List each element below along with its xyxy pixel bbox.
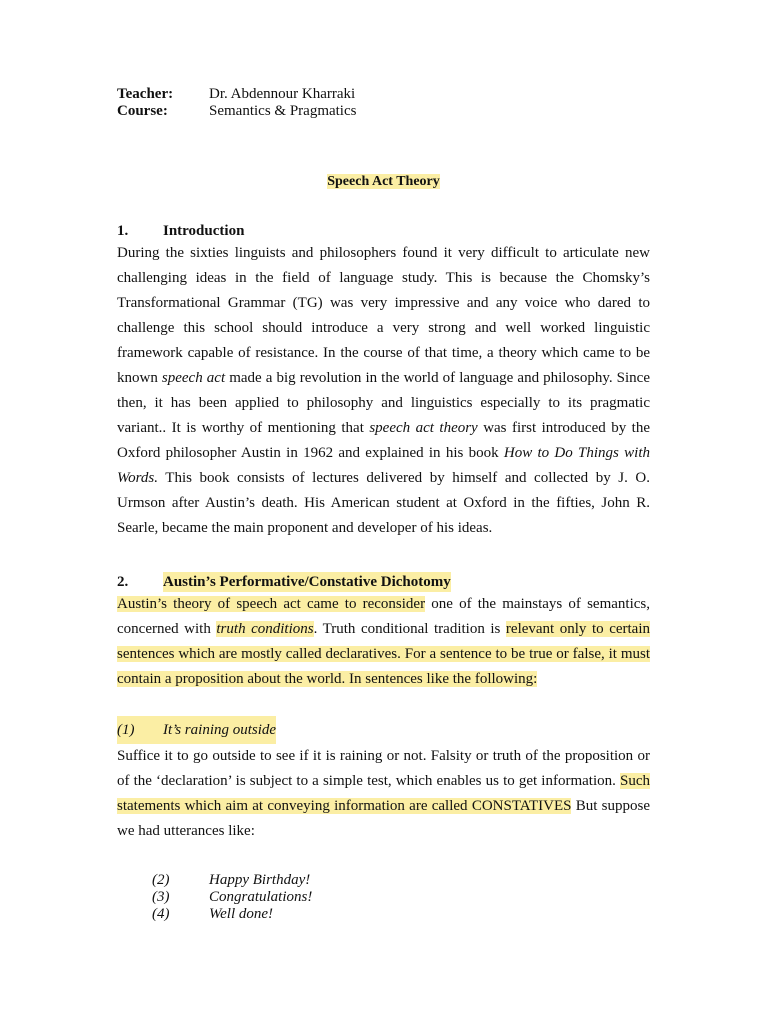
course-label: Course: bbox=[117, 103, 168, 119]
section-2-number: 2. bbox=[117, 574, 129, 590]
document-title: Speech Act Theory bbox=[327, 174, 440, 189]
teacher-label: Teacher: bbox=[117, 86, 174, 102]
intro-text-4: This book consists of lectures delivered by himself and collected by J. O. Urmson after Austin’s death. His American student at Oxford in the fifties, John R. Searle, became the main proponent and developer of his ideas. bbox=[117, 470, 650, 536]
teacher-name: Dr. Abdennour Kharraki bbox=[209, 86, 356, 102]
p3-text-2: But suppose we had utterances like: bbox=[117, 798, 650, 839]
constatives-paragraph bbox=[117, 744, 650, 844]
section-2-heading bbox=[117, 572, 650, 592]
section-1-heading bbox=[117, 221, 650, 241]
intro-text-1: During the sixties linguists and philosophers found it very difficult to articulate new challenging ideas in the field of language study. This is because the Chomsky’s Transformational Grammar (TG) was very impressive and any voice who dared to challenge this school should introduce a very strong and well worked linguistic framework capable of resistance. In the course of that time, a theory which came to be known bbox=[117, 245, 650, 386]
section-1-title: Introduction bbox=[163, 223, 245, 239]
introduction-paragraph bbox=[117, 241, 650, 541]
intro-book-title: How to Do Things with Words. bbox=[117, 445, 650, 486]
section-2-title: Austin’s Performative/Constative Dichotomy bbox=[163, 574, 451, 590]
example-number: (2) bbox=[152, 872, 170, 888]
list-item bbox=[152, 889, 650, 906]
example-text: Well done! bbox=[209, 906, 274, 922]
s2-text-2: . Truth conditional tradition is bbox=[313, 621, 506, 637]
s2-text-1: one of the mainstays of semantics, concerned with bbox=[117, 596, 650, 637]
document-title-wrap bbox=[117, 174, 650, 190]
course-name: Semantics & Pragmatics bbox=[209, 103, 357, 119]
example-text: Congratulations! bbox=[209, 889, 313, 905]
example-text: Happy Birthday! bbox=[209, 872, 311, 888]
s2-highlight-1: Austin’s theory of speech act came to reconsider bbox=[117, 596, 426, 612]
intro-term-speech-act: speech act bbox=[161, 370, 226, 386]
intro-text-3: was first introduced by the Oxford philosopher Austin in 1962 and explained in his book bbox=[117, 420, 650, 461]
example-number: (3) bbox=[152, 889, 170, 905]
section-1-number: 1. bbox=[117, 223, 129, 239]
example-1-number: (1) bbox=[117, 716, 163, 744]
teacher-row bbox=[117, 86, 650, 103]
s2-highlight-2: relevant only to certain sentences which are mostly called declaratives. For a sentence to be true or false, it must contain a proposition about the world. In sentences like the following: bbox=[117, 621, 650, 687]
list-item bbox=[152, 872, 650, 889]
intro-text-2: made a big revolution in the world of language and philosophy. Since then, it has been applied to philosophy and linguistics especially to its pragmatic variant.. It is worthy of mentioning that bbox=[117, 370, 650, 436]
intro-term-speech-act-theory: speech act theory bbox=[369, 420, 478, 436]
example-number: (4) bbox=[152, 906, 170, 922]
p3-highlight: Such statements which aim at conveying information are called CONSTATIVES bbox=[117, 773, 650, 814]
s2-term-truth-conditions: truth conditions bbox=[216, 621, 314, 637]
section-2-paragraph bbox=[117, 592, 650, 692]
p3-text-1: Suffice it to go outside to see if it is raining or not. Falsity or truth of the proposition or of the ‘declaration’ is subject to a simple test, which enables us to get information. bbox=[117, 748, 650, 789]
list-item bbox=[152, 906, 650, 923]
example-1-text: It’s raining outside bbox=[163, 716, 276, 744]
example-1 bbox=[117, 716, 650, 744]
course-row bbox=[117, 103, 650, 120]
examples-list bbox=[117, 872, 650, 923]
